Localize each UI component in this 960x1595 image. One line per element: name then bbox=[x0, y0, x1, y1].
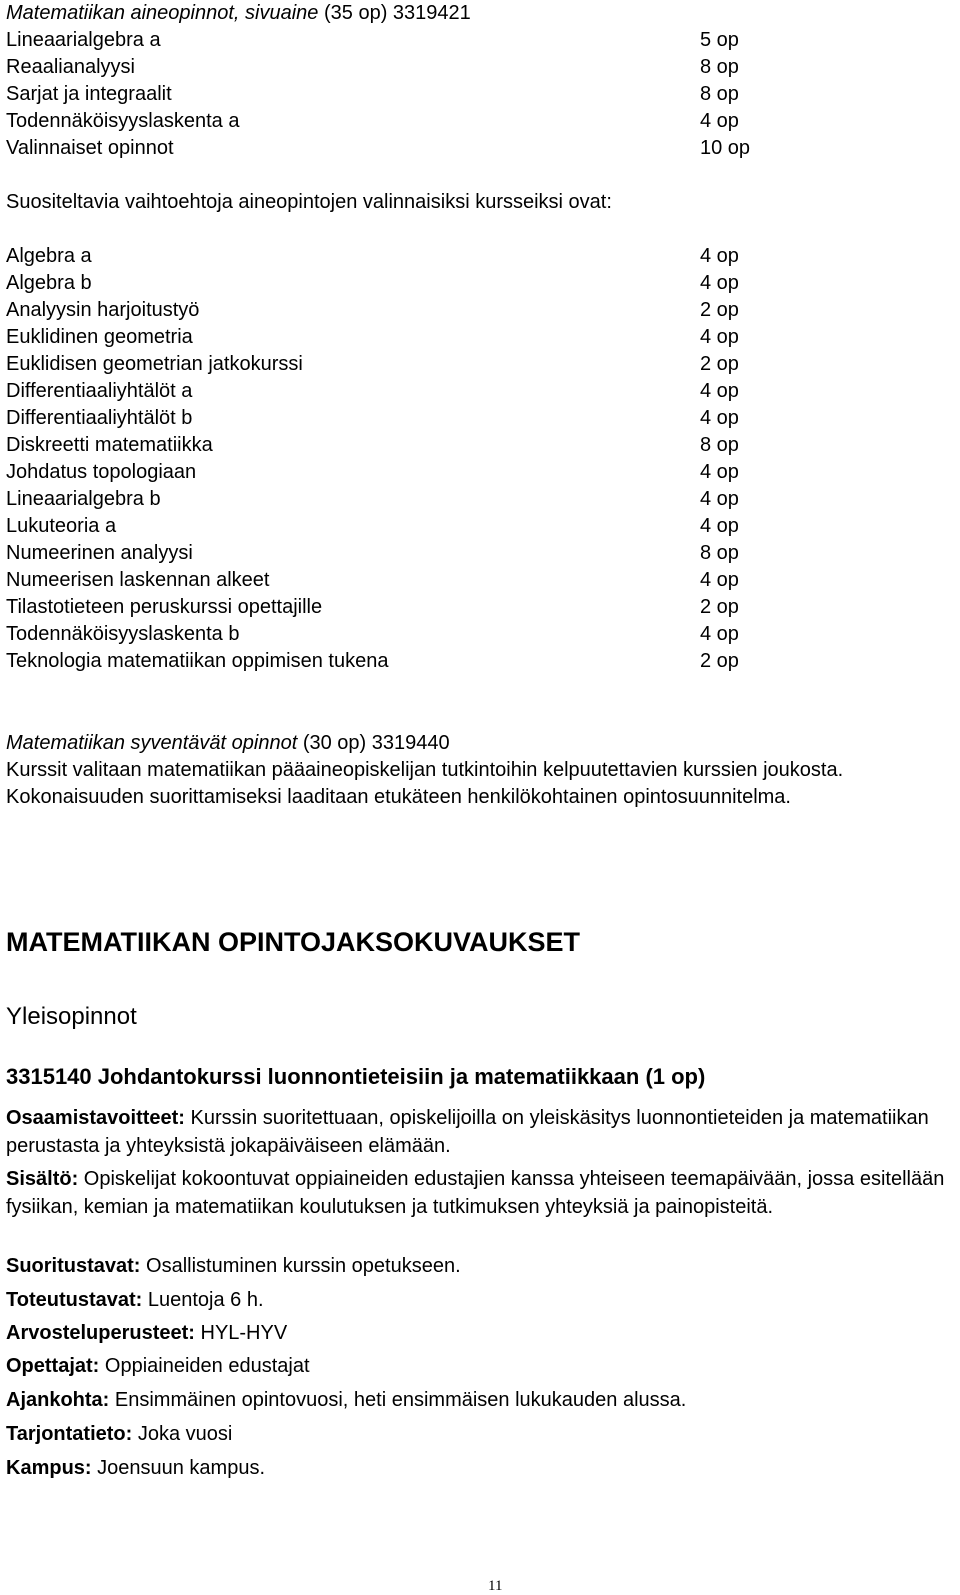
field-value: Luentoja 6 h. bbox=[142, 1289, 264, 1311]
field-label: Toteutustavat: bbox=[6, 1289, 143, 1311]
course-name: Differentiaaliyhtälöt b bbox=[6, 407, 193, 429]
field-value: Joensuun kampus. bbox=[91, 1457, 266, 1479]
course-credits: 8 op bbox=[700, 542, 739, 564]
course-credits: 4 op bbox=[700, 461, 739, 483]
course-credits: 4 op bbox=[700, 488, 739, 510]
course-credits: 4 op bbox=[700, 245, 739, 267]
field-label: Tarjontatieto: bbox=[6, 1423, 133, 1445]
field-value: Osallistuminen kurssin opetukseen. bbox=[140, 1255, 461, 1277]
course-name: Lineaarialgebra a bbox=[6, 29, 161, 51]
course-field bbox=[6, 1286, 950, 1314]
course-name: Numeerinen analyysi bbox=[6, 542, 193, 564]
field-value: Oppiaineiden edustajat bbox=[99, 1355, 310, 1377]
course-field bbox=[6, 1165, 950, 1221]
field-value: Opiskelijat kokoontuvat oppiaineiden edustajien kanssa yhteiseen teemapäivään, jossa esitellään fysiikan, kemian ja matematiikan koulutuksen ja tutkimuksen yhteyksiä ja painopisteitä. bbox=[6, 1168, 945, 1218]
field-label: Osaamistavoitteet: bbox=[6, 1107, 185, 1129]
field-label: Ajankohta: bbox=[6, 1389, 110, 1411]
field-label: Suoritustavat: bbox=[6, 1255, 141, 1277]
course-credits: 4 op bbox=[700, 623, 739, 645]
course-credits: 2 op bbox=[700, 596, 739, 618]
advanced-block bbox=[6, 730, 950, 811]
field-label: Arvosteluperusteet: bbox=[6, 1322, 195, 1344]
course-name: Euklidinen geometria bbox=[6, 326, 193, 348]
section-heading: Yleisopinnot bbox=[6, 1003, 137, 1030]
course-name: Tilastotieteen peruskurssi opettajille bbox=[6, 596, 323, 618]
course-credits: 4 op bbox=[700, 272, 739, 294]
course-field bbox=[6, 1319, 950, 1347]
course-name: Todennäköisyyslaskenta a bbox=[6, 110, 240, 132]
advanced-title-rest: (30 op) 3319440 bbox=[297, 732, 450, 754]
course-name: Euklidisen geometrian jatkokurssi bbox=[6, 353, 303, 375]
field-label: Kampus: bbox=[6, 1457, 92, 1479]
intro-title-rest: (35 op) 3319421 bbox=[318, 2, 471, 24]
course-credits: 10 op bbox=[700, 137, 751, 159]
course-name: Algebra a bbox=[6, 245, 92, 267]
course-credits: 4 op bbox=[700, 515, 739, 537]
intro-title-italic: Matematiikan aineopinnot, sivuaine bbox=[6, 2, 319, 24]
course-name: Johdatus topologiaan bbox=[6, 461, 197, 483]
course-credits: 8 op bbox=[700, 83, 739, 105]
course-name: Reaalianalyysi bbox=[6, 56, 135, 78]
course-name: Differentiaaliyhtälöt a bbox=[6, 380, 193, 402]
advanced-text: Kurssit valitaan matematiikan pääaineopiskelijan tutkintoihin kelpuutettavien kurssien joukosta. Kokonaisuuden suorittamiseksi laaditaan etukäteen henkilökohtainen opintosuunnitelma. bbox=[6, 759, 844, 808]
course-field bbox=[6, 1420, 950, 1448]
course-name: Sarjat ja integraalit bbox=[6, 83, 172, 105]
course-credits: 2 op bbox=[700, 299, 739, 321]
course-name: Lukuteoria a bbox=[6, 515, 117, 537]
field-value: Kurssin suoritettuaan, opiskelijoilla on yleiskäsitys luonnontieteiden ja matematiikan perustasta ja yhteyksistä jokapäiväiseen elämään. bbox=[6, 1107, 929, 1157]
field-value: HYL-HYV bbox=[194, 1322, 288, 1344]
course-credits: 4 op bbox=[700, 569, 739, 591]
course-credits: 4 op bbox=[700, 380, 739, 402]
course-name: Teknologia matematiikan oppimisen tukena bbox=[6, 650, 389, 672]
course-credits: 4 op bbox=[700, 110, 739, 132]
main-heading: MATEMATIIKAN OPINTOJAKSOKUVAUKSET bbox=[6, 927, 581, 957]
course-name: Todennäköisyyslaskenta b bbox=[6, 623, 240, 645]
course-credits: 5 op bbox=[700, 29, 739, 51]
course-field bbox=[6, 1252, 950, 1280]
course-name: Algebra b bbox=[6, 272, 92, 294]
course-field bbox=[6, 1352, 950, 1380]
page-number: 11 bbox=[488, 1578, 503, 1594]
course-title: 3315140 Johdantokurssi luonnontieteisiin ja matematiikkaan (1 op) bbox=[6, 1064, 706, 1089]
course-credits: 2 op bbox=[700, 353, 739, 375]
course-field bbox=[6, 1104, 950, 1160]
course-credits: 4 op bbox=[700, 326, 739, 348]
intro-title bbox=[6, 0, 471, 27]
advanced-title-italic: Matematiikan syventävät opinnot bbox=[6, 732, 298, 754]
advanced-title bbox=[6, 730, 950, 757]
field-value: Ensimmäinen opintovuosi, heti ensimmäisen lukukauden alussa. bbox=[109, 1389, 687, 1411]
electives-heading: Suositeltavia vaihtoehtoja aineopintojen valinnaisiksi kursseiksi ovat: bbox=[6, 191, 612, 213]
course-credits: 8 op bbox=[700, 434, 739, 456]
field-label: Opettajat: bbox=[6, 1355, 100, 1377]
course-name: Numeerisen laskennan alkeet bbox=[6, 569, 270, 591]
field-label: Sisältö: bbox=[6, 1168, 79, 1190]
course-name: Lineaarialgebra b bbox=[6, 488, 161, 510]
course-name: Diskreetti matematiikka bbox=[6, 434, 213, 456]
course-credits: 2 op bbox=[700, 650, 739, 672]
course-name: Valinnaiset opinnot bbox=[6, 137, 174, 159]
course-credits: 4 op bbox=[700, 407, 739, 429]
course-name: Analyysin harjoitustyö bbox=[6, 299, 200, 321]
course-field bbox=[6, 1386, 950, 1414]
field-value: Joka vuosi bbox=[132, 1423, 233, 1445]
course-field bbox=[6, 1454, 950, 1482]
course-credits: 8 op bbox=[700, 56, 739, 78]
